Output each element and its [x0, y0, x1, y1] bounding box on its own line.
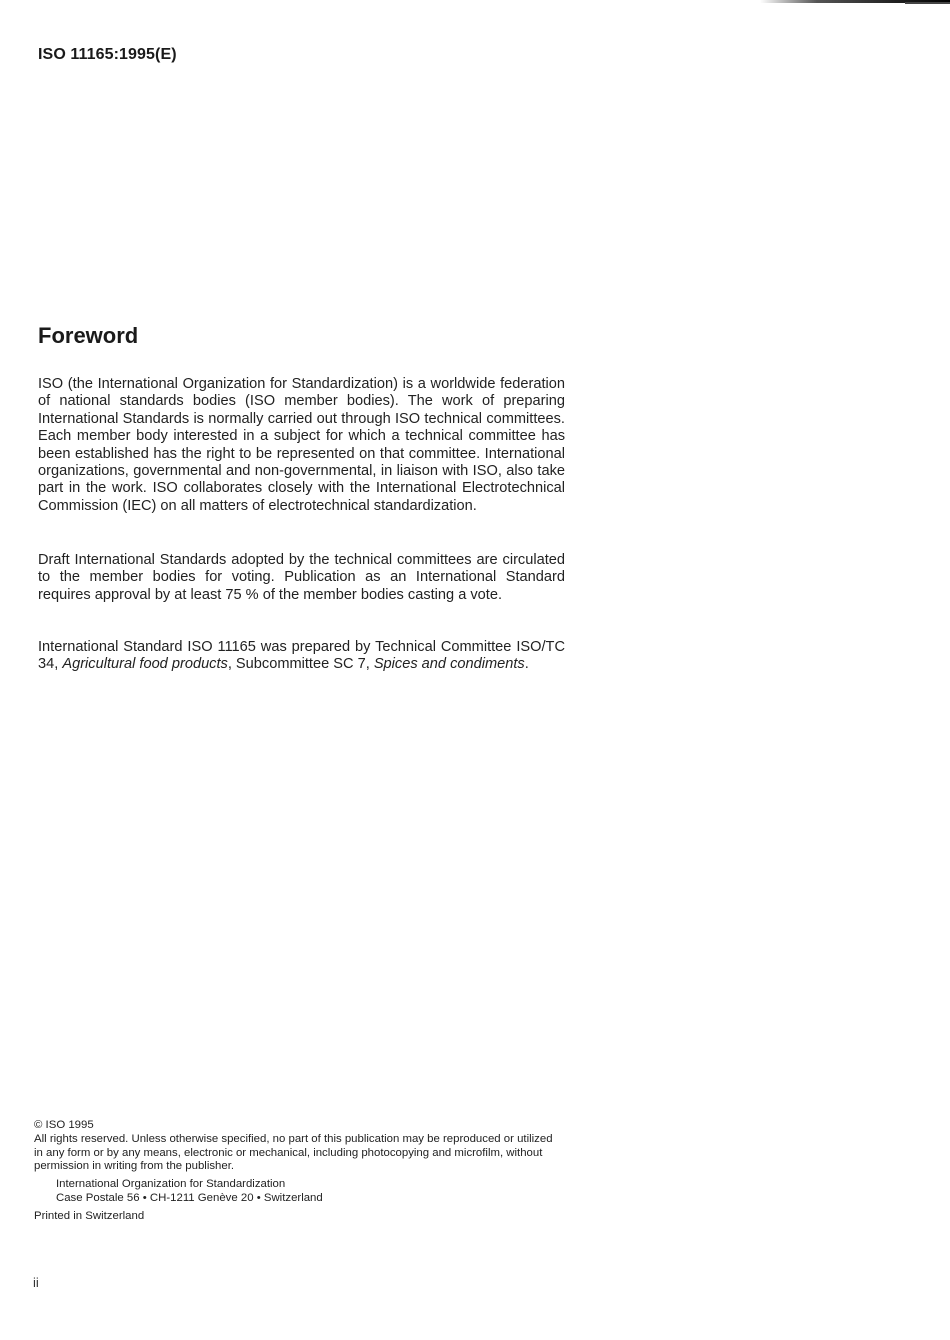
publisher-address: [34, 1178, 564, 1206]
document-id: ISO 11165:1995(E): [38, 46, 177, 63]
rights-statement: All rights reserved. Unless otherwise specified, no part of this publication may be reproduced or utilized in any form or by any means, electronic or mechanical, including photocopying and microfilm, without permission in writing from the publisher.: [34, 1132, 553, 1173]
foreword-paragraph-1: ISO (the International Organization for Standardization) is a worldwide federation of national standards bodies (ISO member bodies). The work of preparing International Standards is normally carried out through ISO technical committees. Each member body interested in a subject for which a technical committee has been established has the right to be represented on that committee. International organizations, governmental and non-governmental, in liaison with ISO, also take part in the work. ISO collaborates closely with the International Electrotechnical Commission (IEC) on all matters of electrotechnical standardization.: [38, 376, 565, 514]
committee-name: Agricultural food products: [62, 656, 228, 673]
copyright-block: [34, 1119, 564, 1224]
publisher-postal: Case Postale 56 • CH-1211 Genève 20 • Switzerland: [56, 1191, 323, 1204]
page-number: ii: [33, 1275, 39, 1290]
subcommittee-name: Spices and condiments: [373, 656, 525, 673]
paragraph-3-text-1: International Standard ISO 11165 was prepared by Technical Committee ISO/TC 34,: [38, 639, 565, 673]
publisher-name: International Organization for Standardization: [56, 1178, 286, 1191]
paragraph-3-text-3: .: [524, 656, 529, 673]
foreword-paragraph-2: Draft International Standards adopted by the technical committees are circulated to the member bodies for voting. Publication as an International Standard requires approval by at least 75 % of the member bodies casting a vote.: [38, 552, 565, 603]
foreword-heading: Foreword: [38, 323, 139, 348]
printed-in: Printed in Switzerland: [34, 1209, 145, 1222]
copyright-line: © ISO 1995: [34, 1119, 94, 1131]
paragraph-3-text-2: , Subcommittee SC 7,: [227, 656, 374, 673]
foreword-paragraph-3: [38, 639, 565, 674]
scan-edge-artifact-2: [905, 2, 950, 4]
